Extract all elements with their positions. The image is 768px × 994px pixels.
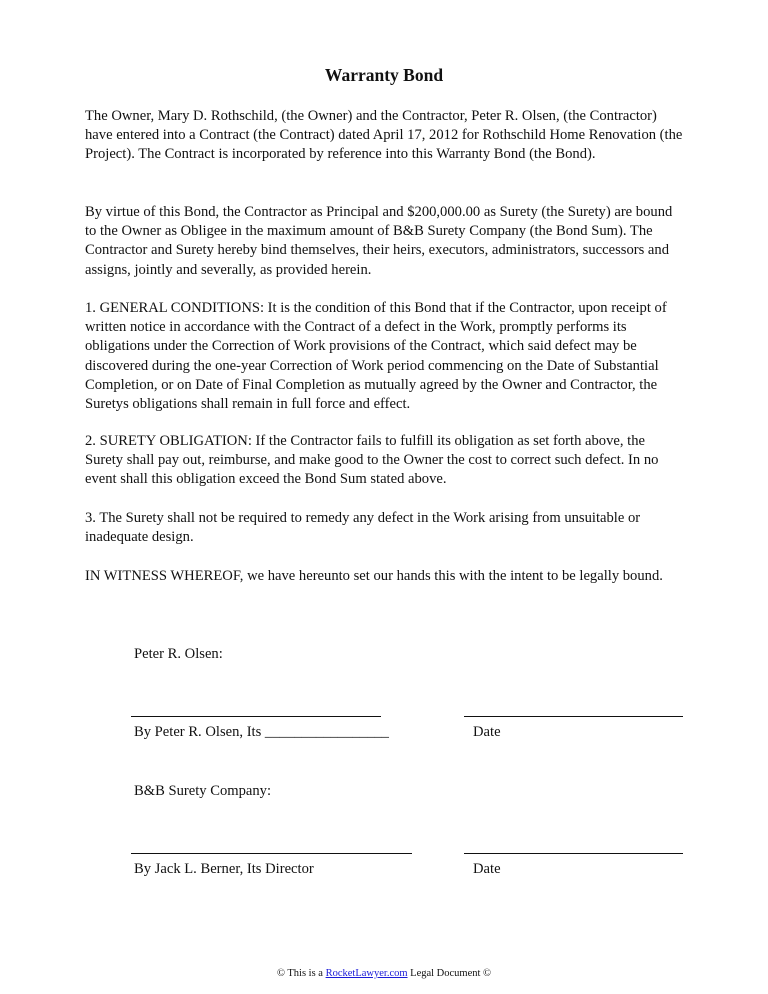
contractor-signature-label: Peter R. Olsen: bbox=[134, 646, 223, 662]
document-title: Warranty Bond bbox=[324, 65, 444, 85]
document-footer bbox=[0, 967, 768, 981]
surety-date-label: Date bbox=[473, 861, 501, 877]
contractor-date-label: Date bbox=[473, 724, 501, 740]
paragraph-design-exclusion: 3. The Surety shall not be required to remedy any defect in the Work arising from unsuitable or inadequate design. bbox=[85, 510, 641, 546]
contractor-date-line bbox=[464, 716, 683, 717]
paragraph-witness: IN WITNESS WHEREOF, we have hereunto set our hands this with the intent to be legally bound. bbox=[85, 568, 663, 584]
surety-date-line bbox=[464, 853, 683, 854]
contractor-signatory: By Peter R. Olsen, Its _________________ bbox=[134, 724, 389, 740]
surety-signature-line bbox=[131, 853, 412, 854]
paragraph-bond-amount: By virtue of this Bond, the Contractor as Principal and $200,000.00 as Surety (the Surety) are bound to the Owner as Obligee in the maximum amount of B&B Surety Company (the Bond Sum). The Contractor and Surety hereby bind themselves, their heirs, executors, administrators, successors and assigns, jointly and severally, as provided herein. bbox=[85, 204, 673, 278]
footer-prefix: © This is a bbox=[276, 968, 326, 979]
rocketlawyer-link[interactable]: RocketLawyer.com bbox=[325, 968, 408, 979]
paragraph-parties: The Owner, Mary D. Rothschild, (the Owner) and the Contractor, Peter R. Olsen, (the Contractor) have entered into a Contract (the Contract) dated April 17, 2012 for Rothschild Home Renovation (the Project). The Contract is incorporated by reference into this Warranty Bond (the Bond). bbox=[85, 108, 683, 163]
paragraph-surety-obligation: 2. SURETY OBLIGATION: If the Contractor fails to fulfill its obligation as set forth above, the Surety shall pay out, reimburse, and make good to the Owner the cost to correct such defect. In no event shall this obligation exceed the Bond Sum stated above. bbox=[85, 433, 659, 488]
paragraph-general-conditions: 1. GENERAL CONDITIONS: It is the condition of this Bond that if the Contractor, upon receipt of written notice in accordance with the Contract of a defect in the Work, promptly performs its obligations under the Correction of Work provisions of the Contract, which said defect may be discovered during the one-year Correction of Work period commencing on the Date of Substantial Completion, or on Date of Final Completion as mutually agreed by the Owner and Contractor, the Suretys obligations shall remain in full force and effect. bbox=[85, 300, 667, 413]
surety-signatory: By Jack L. Berner, Its Director bbox=[134, 861, 314, 877]
contractor-signature-line bbox=[131, 716, 381, 717]
surety-signature-label: B&B Surety Company: bbox=[134, 783, 272, 799]
footer-suffix: Legal Document © bbox=[407, 968, 492, 979]
